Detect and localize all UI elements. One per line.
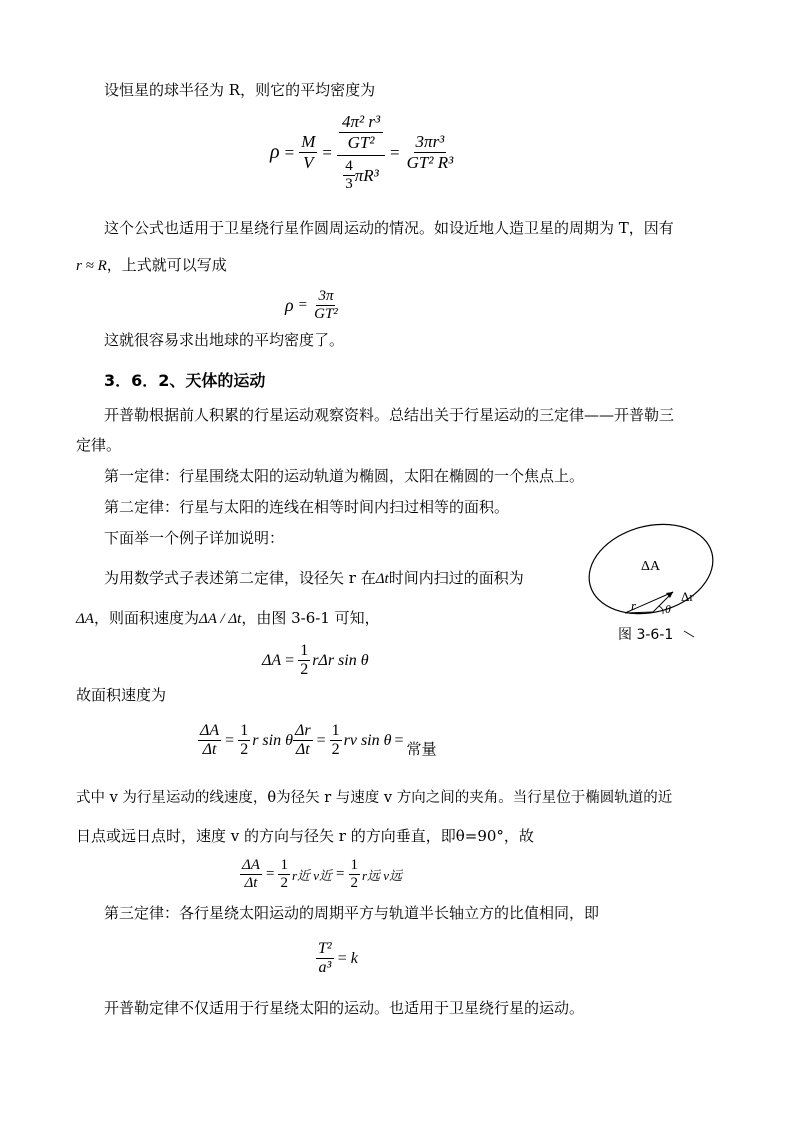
equals-sign: = [390, 142, 400, 162]
axis-cubed: a³ [318, 959, 332, 976]
area-formula-tail: rΔr sin θ [312, 651, 369, 669]
third-law-formula [316, 940, 358, 977]
rho-symbol: ρ [270, 141, 280, 163]
explanation-line1: 式中 v 为行星运动的线速度，θ为径矢 r 与速度 v 方向之间的夹角。当行星位于椭圆轨道的近 [76, 790, 673, 806]
one-half [349, 857, 361, 892]
three: 3 [345, 176, 353, 192]
equals-sign: = [336, 866, 345, 882]
delta-a: ΔA [76, 611, 94, 627]
figure-label-theta: θ [665, 602, 671, 616]
density-result [405, 132, 456, 173]
figure-label-delta-r: Δr [681, 589, 694, 604]
result-numerator: 3πr³ [415, 132, 445, 151]
second-law: 第二定律：行星与太阳的连线在相等时间内扫过相等的面积。 [104, 498, 510, 516]
perihelion-formula [240, 857, 402, 892]
explanation-line2: 日点或远日点时，速度 v 的方向与径矢 r 的方向垂直，即θ=90°，故 [76, 827, 534, 845]
r-approx-r: r ≈ R [76, 258, 107, 274]
one-half [238, 722, 250, 759]
area-formula [262, 642, 369, 679]
rho-symbol: ρ [285, 295, 294, 315]
example-text-d: ，由图 3-6-1 可知， [241, 609, 380, 627]
equals-sign: = [225, 731, 235, 749]
dt: Δt [244, 875, 258, 891]
compound-numerator [337, 112, 385, 156]
four-thirds [343, 158, 355, 193]
dt: Δt [295, 741, 310, 758]
equals-sign: = [265, 866, 275, 882]
paragraph-earth-density: 这就很容易求出地球的平均密度了。 [104, 331, 345, 349]
delta-t: Δt [375, 571, 389, 587]
equals-sign: = [284, 142, 295, 162]
delta-a: ΔA [262, 651, 282, 669]
compound-fraction [337, 112, 385, 193]
one: 1 [350, 857, 358, 873]
mass-over-volume [299, 132, 317, 173]
mass-symbol: M [301, 132, 316, 151]
r-sin-theta: r sin θ [252, 731, 293, 749]
figure-label-r: r [631, 598, 637, 613]
equals-sign: = [394, 731, 404, 749]
kepler-intro: 开普勒根据前人积累的行星运动观察资料。总结出关于行星运动的三定律——开普勒三 [104, 406, 675, 424]
volume-symbol: V [303, 153, 314, 172]
dr-dt [293, 722, 313, 759]
equals-sign: = [285, 651, 295, 669]
one: 1 [280, 857, 288, 873]
da: ΔA [242, 857, 260, 873]
density-formula [270, 112, 455, 193]
dr: Δr [294, 722, 311, 739]
equals-sign: = [322, 142, 332, 162]
two: 2 [300, 661, 309, 678]
equals-sign: = [298, 297, 308, 313]
areal-speed-formula [198, 722, 437, 759]
da-dt [198, 722, 221, 759]
paragraph-satellite-cont [76, 255, 227, 276]
da: ΔA [200, 722, 220, 739]
closing-paragraph: 开普勒定律不仅适用于行星绕太阳的运动。也适用于卫星绕行星的运动。 [104, 999, 585, 1017]
areal-speed-intro: 故面积速度为 [76, 686, 167, 704]
paragraph-satellite-tail: ，上式就可以写成 [106, 256, 227, 274]
simple-denominator: GT² [314, 306, 338, 322]
angle-arc [659, 606, 663, 614]
figure-label-delta-a: ΔA [641, 559, 661, 574]
one: 1 [240, 722, 249, 739]
pi-r-cubed: πR³ [354, 165, 379, 185]
section-heading: 3．6．2、天体的运动 [104, 371, 266, 390]
two: 2 [280, 875, 288, 891]
paragraph-satellite: 这个公式也适用于卫星绕行星作圆周运动的情况。如设近地人造卫星的周期为 T，因有 [104, 219, 674, 237]
simple-fraction [312, 288, 340, 323]
first-law: 第一定律：行星围绕太阳的运动轨道为椭圆，太阳在椭圆的一个焦点上。 [104, 467, 585, 485]
numerator-bottom: GT² [347, 133, 375, 152]
third-law: 第三定律：各行星绕太阳运动的周期平方与轨道半长轴立方的比值相同，即 [104, 904, 600, 922]
example-text-b: 时间内扫过的面积为 [388, 569, 524, 587]
two: 2 [240, 741, 249, 758]
numerator-top: 4π² r³ [339, 112, 383, 133]
one: 1 [300, 642, 309, 659]
caption-mark-icon [680, 625, 702, 641]
areal-speed-ratio: ΔA / Δt [198, 611, 242, 627]
kepler-intro-cont: 定律。 [76, 436, 122, 454]
constant-k: k [350, 949, 358, 967]
dt: Δt [202, 741, 217, 758]
example-line1 [104, 568, 524, 589]
result-denominator: GT² R³ [406, 153, 454, 172]
simple-density-formula [285, 288, 340, 323]
example-intro: 下面举一个例子详加说明： [104, 529, 285, 547]
one: 1 [331, 722, 340, 739]
intro-text: 设恒星的球半径为 R，则它的平均密度为 [104, 81, 376, 99]
rv-sin-theta: rv sin θ [343, 731, 392, 749]
caption-mark-line [684, 631, 694, 637]
period-squared: T² [318, 940, 332, 957]
one-half [278, 857, 290, 892]
equals-sign: = [316, 731, 326, 749]
da-dt [240, 857, 262, 892]
far-term: r远 v远 [362, 868, 403, 883]
example-line2 [76, 608, 380, 629]
figure-ellipse-diagram [585, 520, 720, 640]
example-text-a: 为用数学式子表述第二定律，设径矢 r 在 [104, 569, 376, 587]
two: 2 [350, 875, 358, 891]
two: 2 [331, 741, 340, 758]
four: 4 [345, 158, 353, 174]
figure-caption: 图 3-6-1 [618, 627, 674, 643]
near-term: r近 v近 [291, 868, 333, 883]
simple-numerator: 3π [318, 288, 334, 304]
one-half [330, 722, 342, 759]
t2-over-a3 [316, 940, 334, 977]
constant-word: 常量 [406, 740, 437, 758]
equals-sign: = [337, 949, 347, 967]
one-half [298, 642, 310, 679]
example-text-c: ，则面积速度为 [93, 609, 199, 627]
compound-denominator [341, 156, 381, 193]
